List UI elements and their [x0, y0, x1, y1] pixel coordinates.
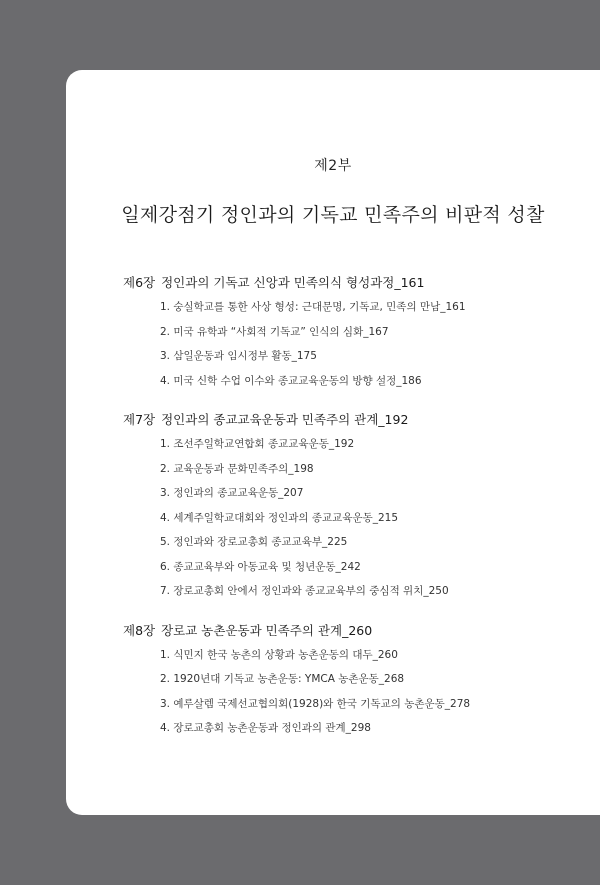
- section-item: 1. 조선주일학교연합회 종교교육운동_192: [160, 438, 355, 450]
- chapter-name: 정인과의 기독교 신앙과 민족의식 형성과정_161: [161, 275, 425, 290]
- section-item: 6. 종교교육부와 아동교육 및 청년운동_242: [160, 560, 361, 573]
- section-item: 2. 미국 유학과 “사회적 기독교” 인식의 심화_167: [160, 325, 389, 338]
- section-item: 4. 세계주일학교대회와 정인과의 종교교육운동_215: [160, 511, 399, 524]
- chapter-8: [123, 620, 580, 741]
- section-item: 3. 정인과의 종교교육운동_207: [160, 487, 304, 499]
- chapter-6: [123, 272, 580, 393]
- chapter-7: [123, 409, 580, 604]
- section-item: 1. 식민지 한국 농촌의 상황과 농촌운동의 대두_260: [160, 648, 398, 661]
- section-item: 1. 숭실학교를 통한 사상 형성: 근대문명, 기독교, 민족의 만남_161: [160, 301, 466, 313]
- section-item: 4. 미국 신학 수업 이수와 종교교육운동의 방향 설정_186: [160, 374, 422, 387]
- section-item: 2. 교육운동과 문화민족주의_198: [160, 462, 314, 475]
- section-item: 3. 예루살렘 국제선교협의회(1928)와 한국 기독교의 농촌운동_278: [160, 697, 471, 710]
- chapter-name: 정인과의 종교교육운동과 민족주의 관계_192: [161, 412, 409, 427]
- chapter-number: 제6장: [123, 275, 156, 290]
- part-title: 일제강점기 정인과의 기독교 민족주의 비판적 성찰: [121, 204, 545, 226]
- part-label: 제2부: [314, 158, 352, 174]
- section-item: 4. 장로교총회 농촌운동과 정인과의 관계_298: [160, 722, 371, 734]
- section-item: 5. 정인과와 장로교총회 종교교육부_225: [160, 536, 348, 548]
- section-item: 3. 삼일운동과 임시정부 활동_175: [160, 350, 317, 362]
- chapter-title: [123, 620, 580, 642]
- book-page: [66, 70, 600, 815]
- chapter-name: 장로교 농촌운동과 민족주의 관계_260: [161, 622, 373, 638]
- chapter-title: [123, 409, 580, 431]
- section-item: 7. 장로교총회 안에서 정인과와 종교교육부의 중심적 위치_250: [160, 585, 449, 597]
- chapter-number: 제8장: [123, 622, 156, 638]
- section-item: 2. 1920년대 기독교 농촌운동: YMCA 농촌운동_268: [160, 673, 405, 685]
- chapter-title: [123, 272, 580, 294]
- table-of-contents: [123, 272, 580, 757]
- chapter-number: 제7장: [123, 412, 156, 427]
